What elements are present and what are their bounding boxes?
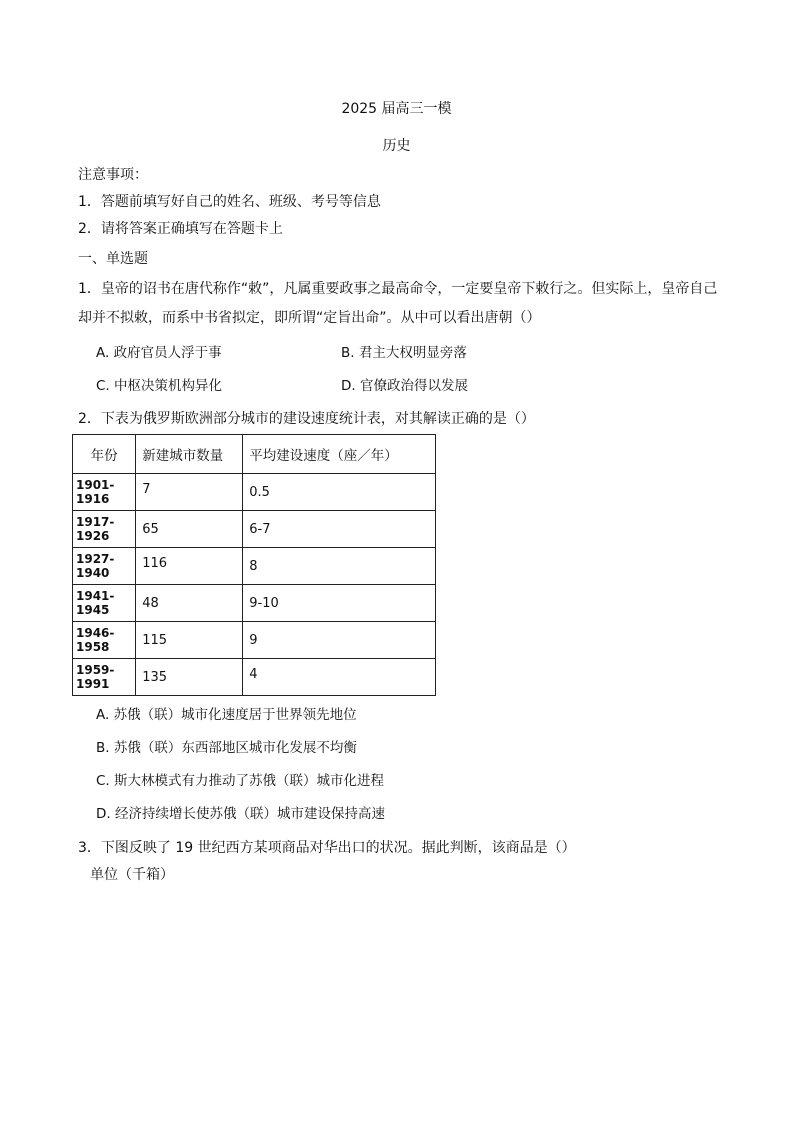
- table-cell-speed-value: 4: [249, 666, 258, 682]
- q2-option-d: D. 经济持续增长使苏俄（联）城市建设保持高速: [96, 806, 385, 822]
- table-cell-year: 1927-1940: [73, 548, 136, 585]
- table-row: [73, 511, 436, 548]
- header-cell-year: 年份: [73, 435, 136, 474]
- table-cell-count: [136, 474, 243, 511]
- subject-title: 历史: [382, 138, 411, 154]
- notes-heading: 注意事项：: [78, 167, 148, 183]
- header-cell-new-cities: 新建城市数量: [136, 435, 243, 474]
- table-cell-count: 65: [136, 511, 243, 548]
- city-construction-table: [72, 434, 436, 696]
- table-header-row: [73, 435, 436, 474]
- q3-stem: 3．下图反映了 19 世纪西方某项商品对华出口的状况。据此判断，该商品是（）: [78, 840, 576, 856]
- table-cell-count-value: 116: [142, 555, 168, 571]
- table-cell-speed: 8: [243, 548, 436, 585]
- table-row: [73, 585, 436, 622]
- section-heading: 一、单选题: [78, 251, 148, 267]
- q2-stem: 2．下表为俄罗斯欧洲部分城市的建设速度统计表，对其解读正确的是（）: [78, 411, 535, 427]
- table-row: [73, 474, 436, 511]
- table-cell-year: 1941-1945: [73, 585, 136, 622]
- table-cell-speed: 9: [243, 622, 436, 659]
- table-cell-count: [136, 548, 243, 585]
- note-item-1: 1．答题前填写好自己的姓名、班级、考号等信息: [78, 194, 381, 210]
- table-cell-year: 1917-1926: [73, 511, 136, 548]
- table-cell-year: 1901-1916: [73, 474, 136, 511]
- table-cell-speed: 9-10: [243, 585, 436, 622]
- q3-chart-unit: 单位（千箱）: [90, 867, 174, 883]
- q2-option-a: A. 苏俄（联）城市化速度居于世界领先地位: [96, 707, 357, 723]
- table-cell-speed: [243, 659, 436, 696]
- table-row: [73, 659, 436, 696]
- table-cell-count: 135: [136, 659, 243, 696]
- table-cell-speed: 0.5: [243, 474, 436, 511]
- table-cell-count-value: 7: [142, 481, 151, 497]
- table-cell-count: 115: [136, 622, 243, 659]
- q1-option-b: B. 君主大权明显旁落: [341, 345, 467, 361]
- exam-title: 2025 届高三一模: [341, 101, 452, 117]
- q1-option-a: A. 政府官员人浮于事: [96, 345, 222, 361]
- table-cell-speed: 6-7: [243, 511, 436, 548]
- q1-option-c: C. 中枢决策机构异化: [96, 378, 223, 394]
- q2-option-c: C. 斯大林模式有力推动了苏俄（联）城市化进程: [96, 773, 385, 789]
- q2-option-b: B. 苏俄（联）东西部地区城市化发展不均衡: [96, 740, 357, 756]
- table-cell-year: 1946-1958: [73, 622, 136, 659]
- table-row: [73, 548, 436, 585]
- q1-option-d: D. 官僚政治得以发展: [341, 378, 468, 394]
- table-cell-year: 1959-1991: [73, 659, 136, 696]
- table-cell-count: 48: [136, 585, 243, 622]
- header-cell-avg-speed: 平均建设速度（座／年）: [243, 435, 436, 474]
- q1-stem: 1．皇帝的诏书在唐代称作“敕”，凡属重要政事之最高命令，一定要皇帝下敕行之。但实际上，皇帝自己却并不拟敕，而系中书省拟定，即所谓“定旨出命”。从中可以看出唐朝（）: [78, 281, 718, 326]
- note-item-2: 2．请将答案正确填写在答题卡上: [78, 221, 283, 237]
- table-row: [73, 622, 436, 659]
